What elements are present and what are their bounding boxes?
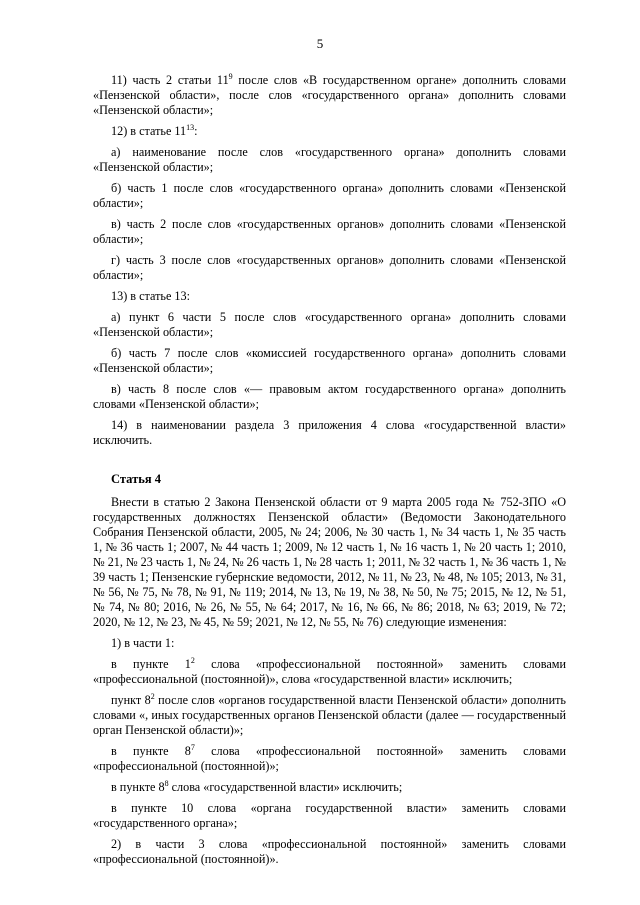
- paragraph-text-continued: слова «профессиональной постоянной» заменить словами «профессиональной (постоянной)», слова «государственной власти» исключить;: [93, 657, 566, 686]
- paragraph-text: пункт 8: [111, 693, 151, 707]
- paragraph: [93, 693, 566, 738]
- paragraph-text: а) наименование после слов «государственного органа» дополнить словами «Пензенской области»;: [93, 145, 566, 174]
- paragraph: [93, 636, 566, 651]
- paragraph: [93, 837, 566, 867]
- superscript-index: 2: [190, 656, 195, 665]
- paragraph-text-continued: после слов «органов государственной власти Пензенской области» дополнить словами «, иных государственных органов Пензенской области (далее — государственный орган Пензенской области)»;: [93, 693, 566, 737]
- paragraph: [93, 73, 566, 118]
- paragraph: [93, 744, 566, 774]
- amendments-list-top: [93, 73, 566, 448]
- paragraph-text: в пункте 10 слова «органа государственной власти» заменить словами «государственного органа»;: [93, 801, 566, 830]
- paragraph: [93, 418, 566, 448]
- paragraph-text-continued: слова «государственной власти» исключить;: [168, 780, 403, 794]
- paragraph-text: в пункте 8: [111, 780, 165, 794]
- paragraph-text: 14) в наименовании раздела 3 приложения 4 слова «государственной власти» исключить.: [93, 418, 566, 447]
- paragraph-text: 13) в статье 13:: [111, 289, 190, 303]
- paragraph-text: 1) в части 1:: [111, 636, 175, 650]
- paragraph-text: 2) в части 3 слова «профессиональной постоянной» заменить словами «профессиональной (постоянной)».: [93, 837, 566, 866]
- paragraph: [93, 657, 566, 687]
- paragraph-text: в) часть 2 после слов «государственных органов» дополнить словами «Пензенской области»;: [93, 217, 566, 246]
- paragraph: [93, 217, 566, 247]
- paragraph: [93, 181, 566, 211]
- superscript-index: 8: [164, 779, 169, 788]
- paragraph-text: а) пункт 6 части 5 после слов «государственного органа» дополнить словами «Пензенской области»;: [93, 310, 566, 339]
- amendments-list-bottom: [93, 495, 566, 867]
- paragraph: [93, 495, 566, 630]
- paragraph-text-continued: после слов «В государственном органе» дополнить словами «Пензенской области», после слов «государственного органа» дополнить словами «Пензенской области»;: [93, 73, 567, 117]
- paragraph-text: 11) часть 2 статьи 11: [111, 73, 229, 87]
- paragraph-text: г) часть 3 после слов «государственных органов» дополнить словами «Пензенской области»;: [93, 253, 566, 282]
- paragraph-text: 12) в статье 11: [111, 124, 187, 138]
- paragraph-text: Внести в статью 2 Закона Пензенской области от 9 марта 2005 года № 752-ЗПО «О государственных должностях Пензенской области» (Ведомости Законодательного Собрания Пензенской области, 2005, № 24; 2006, № 30 часть 1, № 34 часть 1, № 35 часть 1, № 36 часть 1; 2007, № 44 часть 1; 2009, № 12 часть 1, № 16 часть 1, № 20 часть 1; 2010, № 21, № 23 часть 1, № 24, № 26 часть 1, № 28 часть 1; 2011, № 32 часть 1, № 36 часть 1, № 39 часть 1; Пензенские губернские ведомости, 2012, № 11, № 23, № 48, № 105; 2013, № 31, № 56, № 75, № 78, № 91, № 119; 2014, № 13, № 19, № 38, № 50, № 75; 2015, № 12, № 51, № 74, № 80; 2016, № 26, № 55, № 64; 2017, № 16, № 66, № 86; 2018, № 63; 2019, № 72; 2020, № 12, № 23, № 45, № 59; 2021, № 12, № 55, № 76) следующие изменения:: [93, 495, 566, 629]
- paragraph-text: в пункте 1: [111, 657, 191, 671]
- page-number: 5: [316, 36, 324, 51]
- paragraph-text: в пункте 8: [111, 744, 191, 758]
- paragraph-text: в) часть 8 после слов «— правовым актом государственного органа» дополнить словами «Пензенской области»;: [93, 382, 566, 411]
- paragraph: [93, 780, 566, 795]
- paragraph: [93, 124, 566, 139]
- paragraph-text-continued: слова «профессиональной постоянной» заменить словами «профессиональной (постоянной)»;: [93, 744, 566, 773]
- document-body: [93, 73, 566, 873]
- paragraph-text: б) часть 1 после слов «государственного органа» дополнить словами «Пензенской области»;: [93, 181, 566, 210]
- superscript-index: 7: [190, 743, 195, 752]
- paragraph: [93, 310, 566, 340]
- paragraph-text: б) часть 7 после слов «комиссией государственного органа» дополнить словами «Пензенской области»;: [93, 346, 566, 375]
- paragraph: [93, 382, 566, 412]
- article-heading: Статья 4: [111, 472, 161, 486]
- paragraph: [93, 289, 566, 304]
- superscript-index: 13: [186, 123, 195, 132]
- superscript-index: 9: [228, 72, 233, 81]
- paragraph-text-continued: :: [194, 124, 198, 138]
- paragraph: [93, 145, 566, 175]
- paragraph: [93, 346, 566, 376]
- superscript-index: 2: [150, 692, 155, 701]
- paragraph: [93, 253, 566, 283]
- paragraph: [93, 801, 566, 831]
